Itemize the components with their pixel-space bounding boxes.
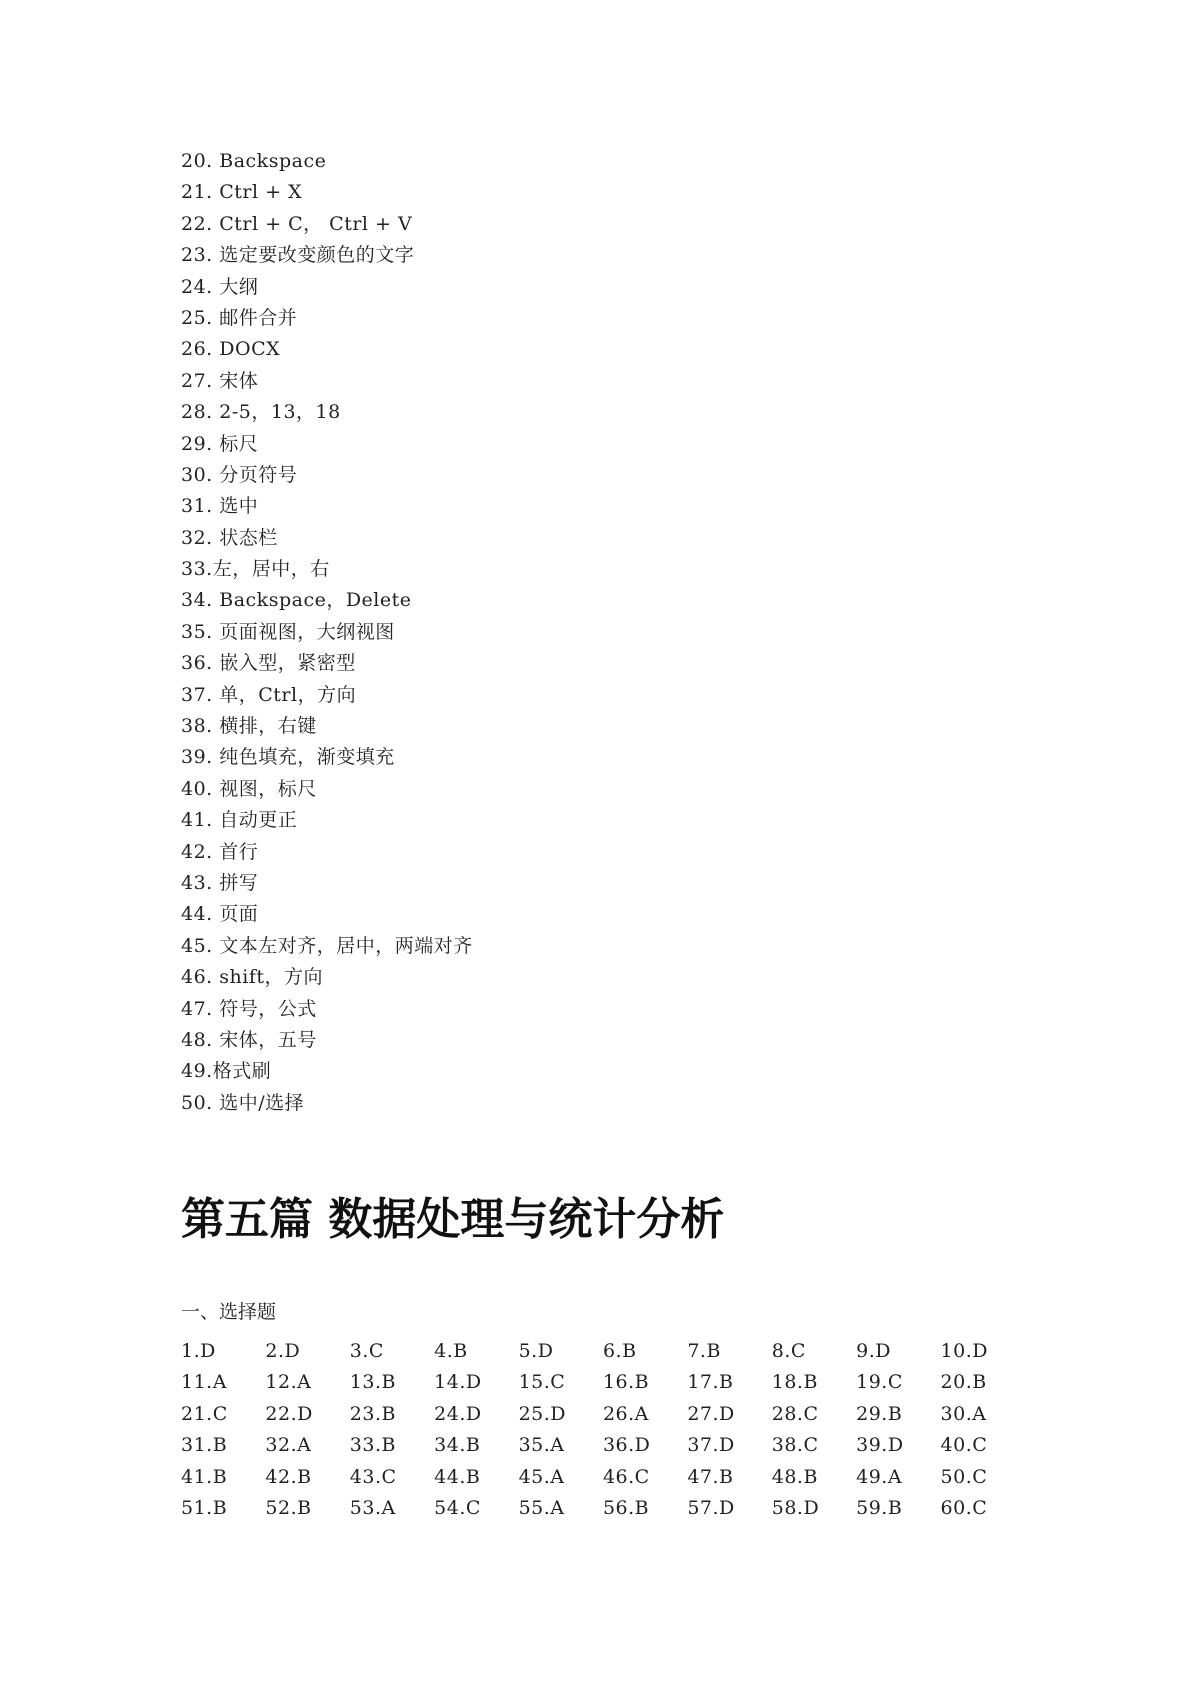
answer-line: 21. Ctrl + X bbox=[181, 181, 303, 204]
answer-line: 34. Backspace，Delete bbox=[181, 589, 412, 612]
mc-answer-cell: 52.B bbox=[265, 1496, 312, 1519]
answer-line: 43. 拼写 bbox=[181, 871, 259, 894]
mc-answer-cell: 24.D bbox=[434, 1402, 482, 1425]
mc-answer-cell: 28.C bbox=[771, 1402, 819, 1425]
answer-line: 33.左，居中，右 bbox=[181, 558, 330, 581]
mc-answer-cell: 12.A bbox=[265, 1371, 312, 1394]
answer-line: 50. 选中/选择 bbox=[181, 1091, 305, 1114]
mc-answer-cell: 38.C bbox=[771, 1434, 819, 1457]
mc-answer-cell: 37.D bbox=[687, 1434, 735, 1457]
mc-answer-cell: 31.B bbox=[181, 1434, 228, 1457]
answer-line: 23. 选定要改变颜色的文字 bbox=[181, 244, 415, 267]
mc-answer-cell: 19.C bbox=[856, 1371, 903, 1394]
answer-line: 38. 横排，右键 bbox=[181, 715, 317, 738]
mc-answer-cell: 27.D bbox=[687, 1402, 735, 1425]
answer-line: 42. 首行 bbox=[181, 840, 259, 863]
answer-line: 37. 单，Ctrl，方向 bbox=[181, 683, 357, 706]
mc-answer-cell: 43.C bbox=[349, 1465, 397, 1488]
mc-answer-cell: 18.B bbox=[771, 1371, 818, 1394]
fill-in-answer-list bbox=[181, 146, 473, 1119]
mc-answer-cell: 42.B bbox=[265, 1465, 312, 1488]
answer-line: 44. 页面 bbox=[181, 903, 259, 926]
mc-answer-cell: 26.A bbox=[602, 1402, 649, 1425]
answer-line: 29. 标尺 bbox=[181, 432, 259, 455]
mc-answer-cell: 6.B bbox=[602, 1340, 637, 1362]
answer-line: 32. 状态栏 bbox=[181, 526, 278, 549]
mc-answer-cell: 25.D bbox=[518, 1402, 567, 1425]
answer-line: 41. 自动更正 bbox=[181, 809, 298, 832]
mc-answer-cell: 45.A bbox=[518, 1465, 565, 1488]
answer-line: 39. 纯色填充，渐变填充 bbox=[181, 746, 395, 769]
answer-line: 49.格式刷 bbox=[181, 1060, 272, 1083]
answer-line: 36. 嵌入型，紧密型 bbox=[181, 652, 356, 675]
mc-answer-cell: 10.D bbox=[940, 1340, 988, 1362]
answer-line: 27. 宋体 bbox=[181, 369, 259, 392]
mc-answer-cell: 9.D bbox=[856, 1340, 891, 1362]
mc-answer-cell: 48.B bbox=[771, 1465, 818, 1488]
mc-answer-cell: 15.C bbox=[518, 1371, 566, 1394]
mc-answer-cell: 40.C bbox=[940, 1434, 988, 1457]
mc-answer-cell: 4.B bbox=[434, 1340, 468, 1362]
mc-answer-cell: 22.D bbox=[265, 1402, 313, 1425]
answer-line: 35. 页面视图，大纲视图 bbox=[181, 620, 395, 643]
mc-answer-cell: 17.B bbox=[687, 1371, 734, 1394]
mc-answer-cell: 36.D bbox=[602, 1434, 651, 1457]
mc-answer-cell: 20.B bbox=[940, 1371, 987, 1394]
multiple-choice-answer-grid bbox=[181, 1336, 1021, 1524]
answer-line: 45. 文本左对齐，居中，两端对齐 bbox=[181, 934, 473, 957]
mc-answer-cell: 8.C bbox=[771, 1340, 806, 1362]
mc-answer-cell: 34.B bbox=[434, 1434, 481, 1457]
answer-line: 48. 宋体，五号 bbox=[181, 1028, 317, 1051]
mc-answer-cell: 30.A bbox=[940, 1402, 987, 1425]
answer-line: 25. 邮件合并 bbox=[181, 306, 298, 329]
answer-line: 46. shift，方向 bbox=[181, 966, 323, 989]
mc-answer-cell: 59.B bbox=[856, 1496, 903, 1519]
mc-answer-cell: 14.D bbox=[434, 1371, 482, 1394]
answer-line: 47. 符号，公式 bbox=[181, 997, 317, 1020]
mc-answer-cell: 53.A bbox=[349, 1496, 396, 1519]
answer-line: 20. Backspace bbox=[181, 150, 327, 172]
mc-answer-cell: 39.D bbox=[856, 1434, 904, 1457]
mc-answer-cell: 58.D bbox=[771, 1496, 820, 1519]
mc-answer-cell: 5.D bbox=[518, 1340, 554, 1362]
answer-line: 40. 视图，标尺 bbox=[181, 777, 317, 800]
subsection-title-multiple-choice: 一、选择题 bbox=[181, 1301, 277, 1323]
mc-answer-cell: 11.A bbox=[181, 1371, 227, 1394]
mc-answer-cell: 3.C bbox=[349, 1340, 384, 1362]
answer-line: 30. 分页符号 bbox=[181, 463, 298, 486]
mc-answer-cell: 56.B bbox=[602, 1496, 650, 1519]
mc-answer-cell: 35.A bbox=[518, 1434, 565, 1457]
mc-answer-cell: 44.B bbox=[434, 1465, 481, 1488]
mc-answer-cell: 2.D bbox=[265, 1340, 301, 1362]
mc-answer-cell: 46.C bbox=[602, 1465, 650, 1488]
mc-answer-cell: 21.C bbox=[181, 1402, 228, 1425]
answer-line: 26. DOCX bbox=[181, 338, 281, 361]
mc-answer-cell: 57.D bbox=[687, 1496, 735, 1519]
mc-answer-cell: 60.C bbox=[940, 1496, 988, 1519]
mc-answer-cell: 16.B bbox=[602, 1371, 650, 1394]
mc-answer-cell: 33.B bbox=[349, 1434, 396, 1457]
answer-line: 31. 选中 bbox=[181, 495, 259, 518]
mc-answer-cell: 55.A bbox=[518, 1496, 565, 1519]
answer-line: 22. Ctrl + C， Ctrl + V bbox=[181, 212, 413, 235]
mc-answer-cell: 49.A bbox=[856, 1465, 903, 1488]
mc-answer-cell: 13.B bbox=[349, 1371, 396, 1394]
mc-answer-cell: 23.B bbox=[349, 1402, 396, 1425]
mc-answer-cell: 47.B bbox=[687, 1465, 734, 1488]
mc-answer-cell: 54.C bbox=[434, 1496, 481, 1519]
mc-answer-cell: 1.D bbox=[181, 1340, 216, 1362]
mc-answer-cell: 7.B bbox=[687, 1340, 721, 1362]
mc-answer-cell: 29.B bbox=[856, 1402, 903, 1425]
answer-line: 24. 大纲 bbox=[181, 275, 259, 298]
section-title: 第五篇 数据处理与统计分析 bbox=[181, 1194, 725, 1245]
mc-answer-cell: 41.B bbox=[181, 1465, 228, 1488]
answer-line: 28. 2-5，13，18 bbox=[181, 401, 341, 424]
mc-answer-cell: 32.A bbox=[265, 1434, 312, 1457]
mc-answer-cell: 50.C bbox=[940, 1465, 988, 1488]
mc-answer-cell: 51.B bbox=[181, 1496, 228, 1519]
